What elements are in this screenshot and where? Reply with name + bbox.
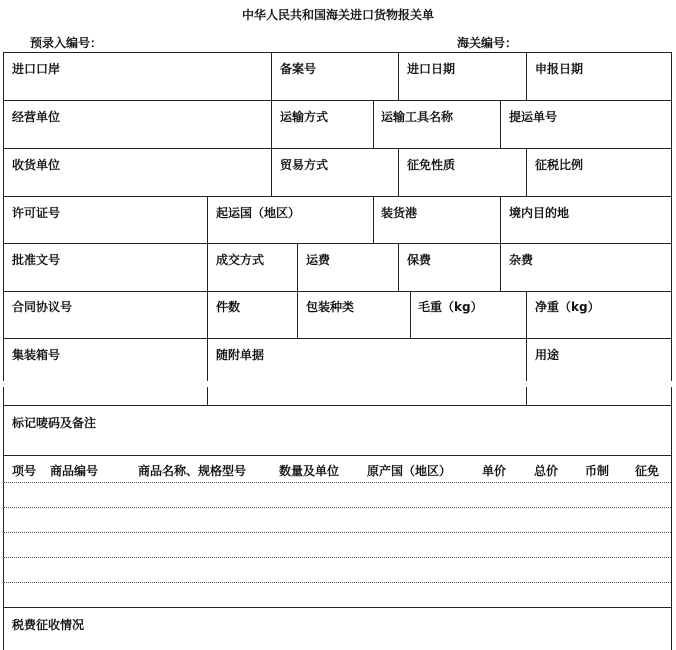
row-divider <box>3 405 672 406</box>
cell-divider <box>207 196 208 243</box>
misc-fee-label: 杂费 <box>509 253 534 267</box>
vehicle-name-label: 运输工具名称 <box>381 110 454 124</box>
column-header: 项号 <box>12 464 37 478</box>
column-header: 总价 <box>534 464 559 478</box>
domestic-destination-label: 境内目的地 <box>509 206 570 220</box>
marks-remarks-label: 标记唛码及备注 <box>12 416 97 430</box>
cell-divider <box>373 100 374 148</box>
row-divider <box>3 243 672 244</box>
form-title: 中华人民共和国海关进口货物报关单 <box>241 8 434 22</box>
row-divider <box>3 148 672 149</box>
grid-top-border <box>3 52 672 53</box>
declare-date-label: 申报日期 <box>535 62 584 76</box>
cell-divider <box>297 291 298 338</box>
column-header: 原产国（地区） <box>367 464 452 478</box>
pre-entry-number-label: 预录入编号： <box>30 36 103 50</box>
freight-label: 运费 <box>306 253 331 267</box>
column-header: 币制 <box>585 464 610 478</box>
customs-number-label: 海关编号： <box>457 36 518 50</box>
cell-divider <box>373 196 374 243</box>
cell-divider <box>398 148 399 196</box>
attached-documents-label: 随附单据 <box>216 348 265 362</box>
approval-number-label: 批准文号 <box>12 253 61 267</box>
goods-row-line <box>3 557 671 558</box>
grid-left-border <box>3 52 4 650</box>
cell-divider <box>526 338 527 405</box>
cell-divider <box>297 243 298 291</box>
scan-gap <box>0 381 676 387</box>
cell-divider <box>500 243 501 291</box>
cell-divider <box>271 100 272 148</box>
license-number-label: 许可证号 <box>12 206 61 220</box>
tax-status-label: 税费征收情况 <box>12 618 85 632</box>
net-weight-label: 净重（kg） <box>535 300 600 314</box>
row-divider <box>3 196 672 197</box>
goods-row-line <box>3 532 671 533</box>
business-unit-label: 经营单位 <box>12 110 61 124</box>
column-header: 商品名称、规格型号 <box>138 464 247 478</box>
pieces-label: 件数 <box>216 300 241 314</box>
cell-divider <box>526 52 527 100</box>
column-header: 单价 <box>482 464 507 478</box>
cell-divider <box>271 52 272 100</box>
loading-port-label: 装货港 <box>381 206 418 220</box>
origin-country-label: 起运国（地区） <box>216 206 301 220</box>
goods-row-line <box>3 482 671 483</box>
cell-divider <box>500 196 501 243</box>
row-divider <box>3 338 672 339</box>
cell-divider <box>526 291 527 338</box>
column-header: 数量及单位 <box>279 464 340 478</box>
cell-divider <box>410 291 411 338</box>
packaging-label: 包装种类 <box>306 300 355 314</box>
cell-divider <box>207 338 208 405</box>
bill-of-lading-label: 提运单号 <box>509 110 558 124</box>
gross-weight-label: 毛重（kg） <box>418 300 483 314</box>
import-port-label: 进口口岸 <box>12 62 61 76</box>
cell-divider <box>398 52 399 100</box>
contract-number-label: 合同协议号 <box>12 300 73 314</box>
grid-right-border <box>671 52 672 650</box>
row-divider <box>3 100 672 101</box>
insurance-label: 保费 <box>407 253 432 267</box>
goods-row-line <box>3 582 671 583</box>
consignee-label: 收货单位 <box>12 158 61 172</box>
cell-divider <box>526 148 527 196</box>
row-divider <box>3 291 672 292</box>
cell-divider <box>398 243 399 291</box>
row-divider <box>3 607 672 608</box>
column-header: 征免 <box>635 464 660 478</box>
cell-divider <box>207 291 208 338</box>
goods-row-line <box>3 507 671 508</box>
container-number-label: 集装箱号 <box>12 348 61 362</box>
import-date-label: 进口日期 <box>407 62 456 76</box>
usage-label: 用途 <box>535 348 560 362</box>
cell-divider <box>271 148 272 196</box>
row-divider <box>3 455 672 456</box>
exemption-nature-label: 征免性质 <box>407 158 456 172</box>
deal-mode-label: 成交方式 <box>216 253 265 267</box>
trade-mode-label: 贸易方式 <box>280 158 329 172</box>
transport-mode-label: 运输方式 <box>280 110 329 124</box>
record-number-label: 备案号 <box>280 62 317 76</box>
tax-ratio-label: 征税比例 <box>535 158 584 172</box>
column-header: 商品编号 <box>50 464 99 478</box>
cell-divider <box>207 243 208 291</box>
cell-divider <box>500 100 501 148</box>
